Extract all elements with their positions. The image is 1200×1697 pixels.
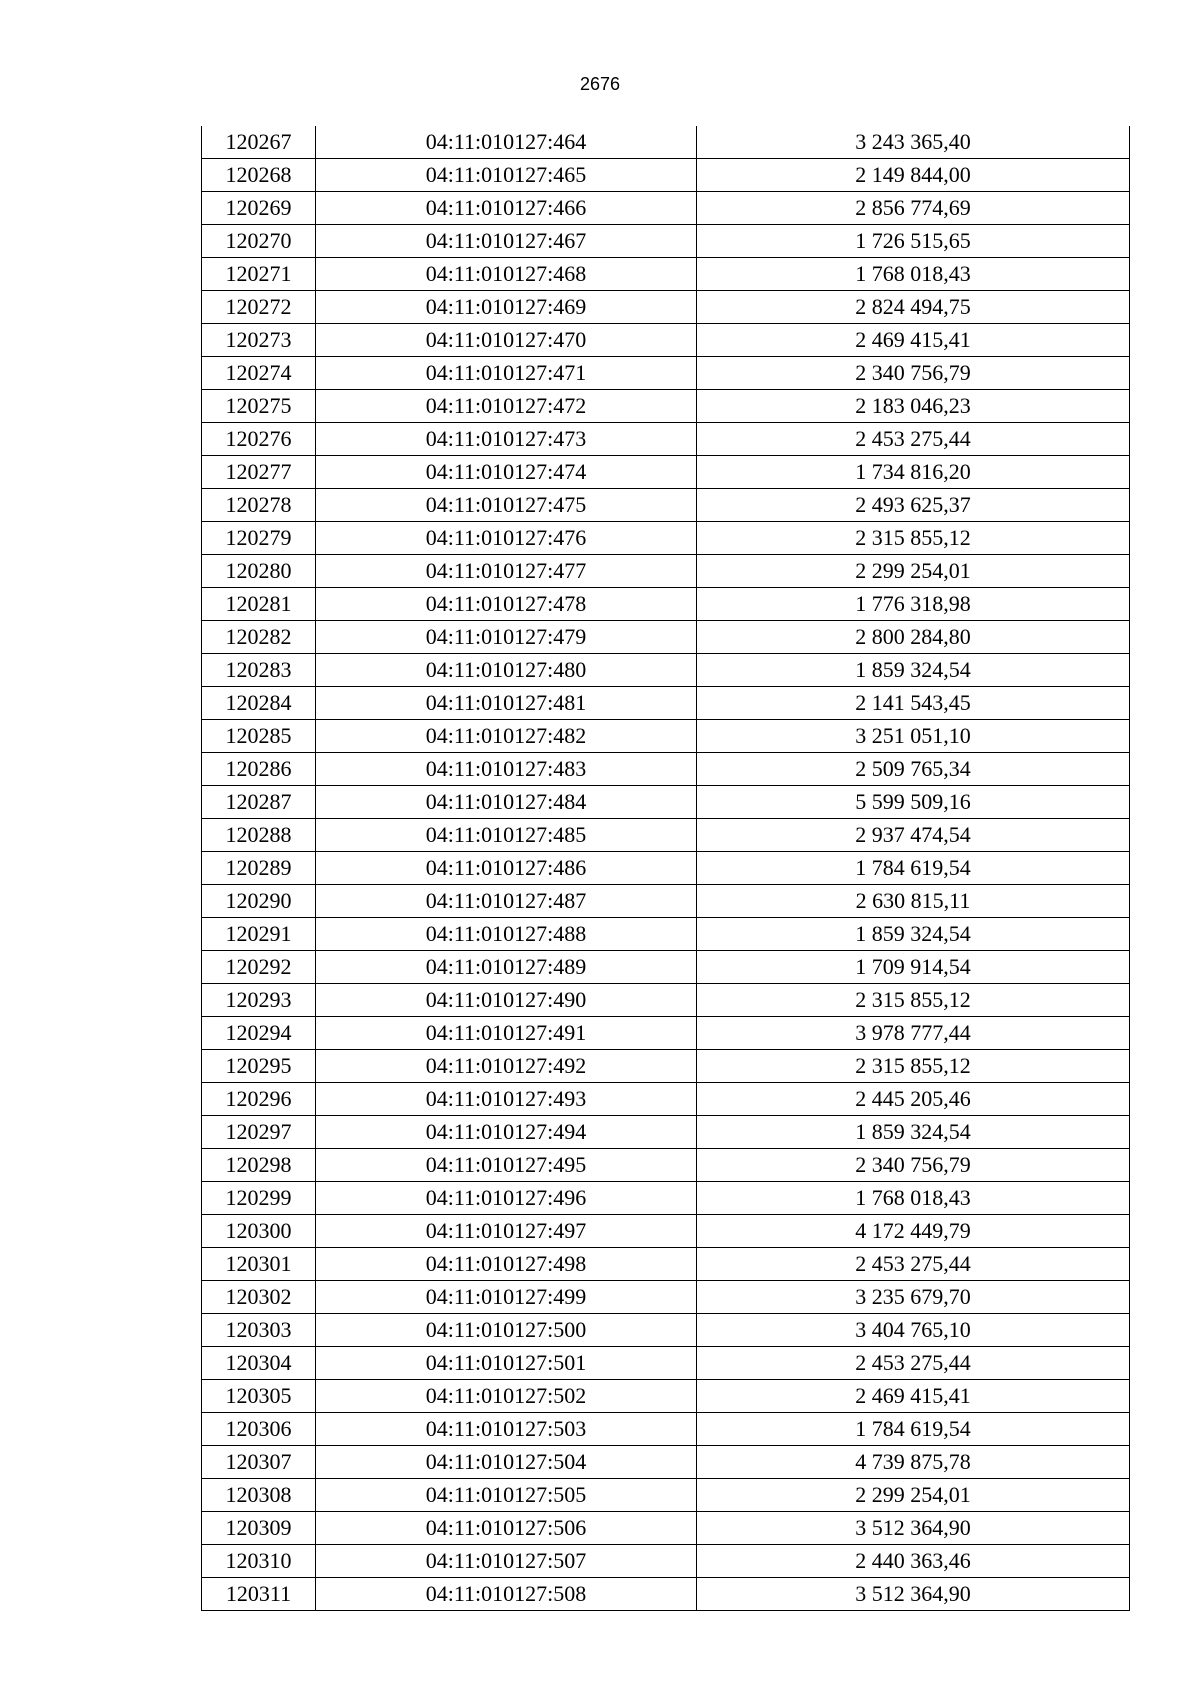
row-number-cell: 120267 bbox=[202, 126, 316, 159]
cadastral-number-cell: 04:11:010127:465 bbox=[316, 159, 697, 192]
cadastral-value-cell: 1 734 816,20 bbox=[697, 456, 1130, 489]
table-row bbox=[202, 1050, 1130, 1083]
cadastral-value-cell: 1 768 018,43 bbox=[697, 1182, 1130, 1215]
row-number-cell: 120297 bbox=[202, 1116, 316, 1149]
cadastral-number-cell: 04:11:010127:485 bbox=[316, 819, 697, 852]
row-number-cell: 120279 bbox=[202, 522, 316, 555]
table-row bbox=[202, 258, 1130, 291]
cadastral-value-cell: 1 859 324,54 bbox=[697, 918, 1130, 951]
table-row bbox=[202, 819, 1130, 852]
cadastral-value-cell: 2 315 855,12 bbox=[697, 984, 1130, 1017]
table-body bbox=[202, 126, 1130, 1611]
cadastral-value-cell: 2 299 254,01 bbox=[697, 1479, 1130, 1512]
table-row bbox=[202, 984, 1130, 1017]
cadastral-number-cell: 04:11:010127:480 bbox=[316, 654, 697, 687]
table-row bbox=[202, 489, 1130, 522]
row-number-cell: 120274 bbox=[202, 357, 316, 390]
cadastral-value-cell: 3 235 679,70 bbox=[697, 1281, 1130, 1314]
table-row bbox=[202, 852, 1130, 885]
cadastral-number-cell: 04:11:010127:507 bbox=[316, 1545, 697, 1578]
cadastral-value-cell: 2 856 774,69 bbox=[697, 192, 1130, 225]
cadastral-number-cell: 04:11:010127:496 bbox=[316, 1182, 697, 1215]
cadastral-number-cell: 04:11:010127:493 bbox=[316, 1083, 697, 1116]
cadastral-number-cell: 04:11:010127:508 bbox=[316, 1578, 697, 1611]
cadastral-number-cell: 04:11:010127:478 bbox=[316, 588, 697, 621]
table-row bbox=[202, 1446, 1130, 1479]
table-row bbox=[202, 126, 1130, 159]
cadastral-value-cell: 1 784 619,54 bbox=[697, 852, 1130, 885]
cadastral-number-cell: 04:11:010127:497 bbox=[316, 1215, 697, 1248]
cadastral-number-cell: 04:11:010127:488 bbox=[316, 918, 697, 951]
cadastral-value-cell: 4 739 875,78 bbox=[697, 1446, 1130, 1479]
cadastral-number-cell: 04:11:010127:490 bbox=[316, 984, 697, 1017]
cadastral-value-cell: 2 340 756,79 bbox=[697, 357, 1130, 390]
row-number-cell: 120291 bbox=[202, 918, 316, 951]
cadastral-value-cell: 2 937 474,54 bbox=[697, 819, 1130, 852]
cadastral-number-cell: 04:11:010127:498 bbox=[316, 1248, 697, 1281]
cadastral-value-cell: 3 512 364,90 bbox=[697, 1578, 1130, 1611]
cadastral-value-cell: 3 404 765,10 bbox=[697, 1314, 1130, 1347]
cadastral-value-cell: 2 509 765,34 bbox=[697, 753, 1130, 786]
cadastral-value-cell: 2 453 275,44 bbox=[697, 423, 1130, 456]
cadastral-number-cell: 04:11:010127:474 bbox=[316, 456, 697, 489]
row-number-cell: 120299 bbox=[202, 1182, 316, 1215]
cadastral-value-cell: 1 709 914,54 bbox=[697, 951, 1130, 984]
table-row bbox=[202, 225, 1130, 258]
row-number-cell: 120303 bbox=[202, 1314, 316, 1347]
row-number-cell: 120285 bbox=[202, 720, 316, 753]
cadastral-value-cell: 2 340 756,79 bbox=[697, 1149, 1130, 1182]
row-number-cell: 120268 bbox=[202, 159, 316, 192]
table-row bbox=[202, 1017, 1130, 1050]
cadastral-number-cell: 04:11:010127:477 bbox=[316, 555, 697, 588]
table-row bbox=[202, 588, 1130, 621]
row-number-cell: 120273 bbox=[202, 324, 316, 357]
row-number-cell: 120292 bbox=[202, 951, 316, 984]
cadastral-value-cell: 4 172 449,79 bbox=[697, 1215, 1130, 1248]
table-row bbox=[202, 555, 1130, 588]
cadastral-number-cell: 04:11:010127:487 bbox=[316, 885, 697, 918]
table-row bbox=[202, 1413, 1130, 1446]
row-number-cell: 120270 bbox=[202, 225, 316, 258]
row-number-cell: 120269 bbox=[202, 192, 316, 225]
table-row bbox=[202, 291, 1130, 324]
row-number-cell: 120277 bbox=[202, 456, 316, 489]
row-number-cell: 120311 bbox=[202, 1578, 316, 1611]
row-number-cell: 120305 bbox=[202, 1380, 316, 1413]
page-number: 2676 bbox=[579, 74, 621, 94]
table-row bbox=[202, 1248, 1130, 1281]
table-row bbox=[202, 159, 1130, 192]
cadastral-number-cell: 04:11:010127:482 bbox=[316, 720, 697, 753]
cadastral-number-cell: 04:11:010127:484 bbox=[316, 786, 697, 819]
row-number-cell: 120295 bbox=[202, 1050, 316, 1083]
cadastral-number-cell: 04:11:010127:475 bbox=[316, 489, 697, 522]
cadastral-number-cell: 04:11:010127:500 bbox=[316, 1314, 697, 1347]
row-number-cell: 120293 bbox=[202, 984, 316, 1017]
table-row bbox=[202, 1512, 1130, 1545]
table-row bbox=[202, 786, 1130, 819]
cadastral-value-cell: 3 251 051,10 bbox=[697, 720, 1130, 753]
row-number-cell: 120290 bbox=[202, 885, 316, 918]
table-row bbox=[202, 1083, 1130, 1116]
cadastral-number-cell: 04:11:010127:468 bbox=[316, 258, 697, 291]
table-row bbox=[202, 1347, 1130, 1380]
cadastral-value-cell: 2 630 815,11 bbox=[697, 885, 1130, 918]
cadastral-value-table bbox=[201, 126, 1130, 1611]
table-row bbox=[202, 1578, 1130, 1611]
table-row bbox=[202, 654, 1130, 687]
cadastral-value-cell: 2 469 415,41 bbox=[697, 1380, 1130, 1413]
row-number-cell: 120282 bbox=[202, 621, 316, 654]
row-number-cell: 120272 bbox=[202, 291, 316, 324]
table-row bbox=[202, 324, 1130, 357]
cadastral-value-cell: 2 141 543,45 bbox=[697, 687, 1130, 720]
table-row bbox=[202, 918, 1130, 951]
cadastral-number-cell: 04:11:010127:469 bbox=[316, 291, 697, 324]
cadastral-value-cell: 2 453 275,44 bbox=[697, 1248, 1130, 1281]
cadastral-number-cell: 04:11:010127:506 bbox=[316, 1512, 697, 1545]
row-number-cell: 120296 bbox=[202, 1083, 316, 1116]
cadastral-number-cell: 04:11:010127:501 bbox=[316, 1347, 697, 1380]
cadastral-number-cell: 04:11:010127:466 bbox=[316, 192, 697, 225]
cadastral-value-cell: 2 315 855,12 bbox=[697, 522, 1130, 555]
cadastral-value-cell: 2 440 363,46 bbox=[697, 1545, 1130, 1578]
cadastral-value-cell: 2 800 284,80 bbox=[697, 621, 1130, 654]
row-number-cell: 120278 bbox=[202, 489, 316, 522]
cadastral-value-cell: 2 183 046,23 bbox=[697, 390, 1130, 423]
cadastral-number-cell: 04:11:010127:491 bbox=[316, 1017, 697, 1050]
table-row bbox=[202, 687, 1130, 720]
cadastral-value-cell: 3 512 364,90 bbox=[697, 1512, 1130, 1545]
cadastral-number-cell: 04:11:010127:479 bbox=[316, 621, 697, 654]
row-number-cell: 120276 bbox=[202, 423, 316, 456]
table-row bbox=[202, 753, 1130, 786]
cadastral-value-cell: 1 859 324,54 bbox=[697, 1116, 1130, 1149]
table-row bbox=[202, 1182, 1130, 1215]
row-number-cell: 120287 bbox=[202, 786, 316, 819]
cadastral-number-cell: 04:11:010127:499 bbox=[316, 1281, 697, 1314]
table-row bbox=[202, 522, 1130, 555]
row-number-cell: 120300 bbox=[202, 1215, 316, 1248]
cadastral-number-cell: 04:11:010127:464 bbox=[316, 126, 697, 159]
cadastral-value-cell: 1 784 619,54 bbox=[697, 1413, 1130, 1446]
table-row bbox=[202, 1149, 1130, 1182]
cadastral-number-cell: 04:11:010127:505 bbox=[316, 1479, 697, 1512]
cadastral-number-cell: 04:11:010127:473 bbox=[316, 423, 697, 456]
cadastral-number-cell: 04:11:010127:481 bbox=[316, 687, 697, 720]
cadastral-number-cell: 04:11:010127:486 bbox=[316, 852, 697, 885]
row-number-cell: 120281 bbox=[202, 588, 316, 621]
row-number-cell: 120283 bbox=[202, 654, 316, 687]
cadastral-value-cell: 2 824 494,75 bbox=[697, 291, 1130, 324]
cadastral-number-cell: 04:11:010127:476 bbox=[316, 522, 697, 555]
cadastral-number-cell: 04:11:010127:502 bbox=[316, 1380, 697, 1413]
table-row bbox=[202, 357, 1130, 390]
table-row bbox=[202, 390, 1130, 423]
table-row bbox=[202, 885, 1130, 918]
cadastral-number-cell: 04:11:010127:495 bbox=[316, 1149, 697, 1182]
row-number-cell: 120294 bbox=[202, 1017, 316, 1050]
cadastral-value-cell: 2 469 415,41 bbox=[697, 324, 1130, 357]
cadastral-value-cell: 2 149 844,00 bbox=[697, 159, 1130, 192]
cadastral-number-cell: 04:11:010127:467 bbox=[316, 225, 697, 258]
cadastral-number-cell: 04:11:010127:470 bbox=[316, 324, 697, 357]
cadastral-number-cell: 04:11:010127:489 bbox=[316, 951, 697, 984]
cadastral-number-cell: 04:11:010127:492 bbox=[316, 1050, 697, 1083]
table-row bbox=[202, 1116, 1130, 1149]
row-number-cell: 120286 bbox=[202, 753, 316, 786]
table-row bbox=[202, 1215, 1130, 1248]
cadastral-value-cell: 1 776 318,98 bbox=[697, 588, 1130, 621]
cadastral-value-cell: 5 599 509,16 bbox=[697, 786, 1130, 819]
cadastral-value-cell: 2 445 205,46 bbox=[697, 1083, 1130, 1116]
row-number-cell: 120307 bbox=[202, 1446, 316, 1479]
cadastral-value-cell: 3 243 365,40 bbox=[697, 126, 1130, 159]
cadastral-value-cell: 2 453 275,44 bbox=[697, 1347, 1130, 1380]
row-number-cell: 120271 bbox=[202, 258, 316, 291]
row-number-cell: 120308 bbox=[202, 1479, 316, 1512]
row-number-cell: 120302 bbox=[202, 1281, 316, 1314]
table-row bbox=[202, 621, 1130, 654]
row-number-cell: 120275 bbox=[202, 390, 316, 423]
table-row bbox=[202, 1479, 1130, 1512]
table-row bbox=[202, 423, 1130, 456]
table-row bbox=[202, 1314, 1130, 1347]
cadastral-number-cell: 04:11:010127:494 bbox=[316, 1116, 697, 1149]
cadastral-value-cell: 2 493 625,37 bbox=[697, 489, 1130, 522]
cadastral-number-cell: 04:11:010127:483 bbox=[316, 753, 697, 786]
table-row bbox=[202, 1281, 1130, 1314]
row-number-cell: 120301 bbox=[202, 1248, 316, 1281]
cadastral-number-cell: 04:11:010127:504 bbox=[316, 1446, 697, 1479]
row-number-cell: 120284 bbox=[202, 687, 316, 720]
cadastral-value-cell: 1 768 018,43 bbox=[697, 258, 1130, 291]
cadastral-number-cell: 04:11:010127:472 bbox=[316, 390, 697, 423]
table-row bbox=[202, 951, 1130, 984]
cadastral-value-cell: 2 315 855,12 bbox=[697, 1050, 1130, 1083]
table-row bbox=[202, 456, 1130, 489]
table-row bbox=[202, 192, 1130, 225]
table-row bbox=[202, 1545, 1130, 1578]
cadastral-number-cell: 04:11:010127:471 bbox=[316, 357, 697, 390]
row-number-cell: 120289 bbox=[202, 852, 316, 885]
cadastral-value-cell: 3 978 777,44 bbox=[697, 1017, 1130, 1050]
row-number-cell: 120288 bbox=[202, 819, 316, 852]
cadastral-number-cell: 04:11:010127:503 bbox=[316, 1413, 697, 1446]
cadastral-value-cell: 2 299 254,01 bbox=[697, 555, 1130, 588]
cadastral-value-cell: 1 726 515,65 bbox=[697, 225, 1130, 258]
row-number-cell: 120280 bbox=[202, 555, 316, 588]
row-number-cell: 120309 bbox=[202, 1512, 316, 1545]
row-number-cell: 120306 bbox=[202, 1413, 316, 1446]
cadastral-value-cell: 1 859 324,54 bbox=[697, 654, 1130, 687]
row-number-cell: 120304 bbox=[202, 1347, 316, 1380]
row-number-cell: 120310 bbox=[202, 1545, 316, 1578]
table-row bbox=[202, 720, 1130, 753]
table-row bbox=[202, 1380, 1130, 1413]
row-number-cell: 120298 bbox=[202, 1149, 316, 1182]
